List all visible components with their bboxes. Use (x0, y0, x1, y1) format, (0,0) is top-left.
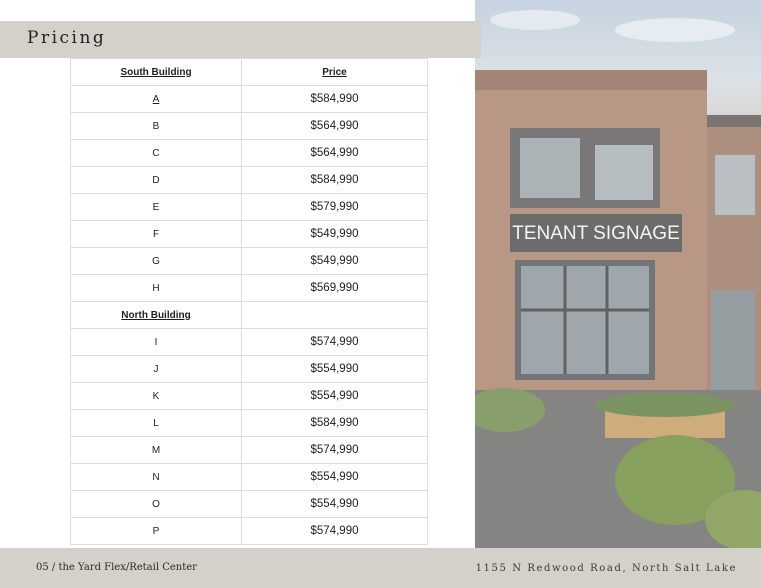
section-row-north-building (71, 302, 428, 329)
table-row (71, 437, 428, 464)
table-row (71, 248, 428, 275)
price-cell: $574,990 (242, 329, 428, 356)
price-cell: $584,990 (242, 410, 428, 437)
column-header-south-building: South Building (71, 59, 242, 86)
unit-cell: J (71, 356, 242, 383)
unit-cell: D (71, 167, 242, 194)
pricing-table (70, 58, 428, 545)
table-row (71, 491, 428, 518)
empty-cell (242, 302, 428, 329)
building-photo (475, 0, 761, 548)
unit-cell: C (71, 140, 242, 167)
unit-cell: G (71, 248, 242, 275)
footer-address: 1155 N Redwood Road, North Salt Lake (475, 563, 737, 574)
unit-cell: K (71, 383, 242, 410)
table-row (71, 410, 428, 437)
price-cell: $554,990 (242, 491, 428, 518)
table-row (71, 464, 428, 491)
table-row (71, 140, 428, 167)
price-cell: $574,990 (242, 437, 428, 464)
table-row (71, 86, 428, 113)
price-cell: $549,990 (242, 248, 428, 275)
table-row (71, 329, 428, 356)
unit-cell: B (71, 113, 242, 140)
unit-cell: E (71, 194, 242, 221)
table-row (71, 356, 428, 383)
north-building-label: North Building (71, 302, 242, 329)
unit-cell: F (71, 221, 242, 248)
unit-cell: L (71, 410, 242, 437)
unit-cell: A (71, 86, 242, 113)
price-cell: $554,990 (242, 383, 428, 410)
table-row (71, 275, 428, 302)
price-cell: $579,990 (242, 194, 428, 221)
price-cell: $564,990 (242, 113, 428, 140)
price-cell: $564,990 (242, 140, 428, 167)
unit-cell: P (71, 518, 242, 545)
unit-cell: H (71, 275, 242, 302)
signage-text: TENANT SIGNAGE (512, 223, 680, 244)
column-header-price: Price (242, 59, 428, 86)
price-cell: $584,990 (242, 167, 428, 194)
page-title: Pricing (27, 28, 107, 48)
unit-cell: I (71, 329, 242, 356)
footer-page-label: 05 / the Yard Flex/Retail Center (36, 562, 197, 573)
table-row (71, 221, 428, 248)
price-cell: $584,990 (242, 86, 428, 113)
footer-band (0, 548, 761, 588)
price-cell: $569,990 (242, 275, 428, 302)
table-row (71, 167, 428, 194)
unit-cell: O (71, 491, 242, 518)
price-cell: $574,990 (242, 518, 428, 545)
table-row (71, 113, 428, 140)
price-cell: $554,990 (242, 464, 428, 491)
table-row (71, 194, 428, 221)
table-row (71, 518, 428, 545)
price-cell: $549,990 (242, 221, 428, 248)
unit-cell: N (71, 464, 242, 491)
building-illustration (475, 0, 761, 548)
table-row (71, 383, 428, 410)
table-header-row (71, 59, 428, 86)
price-cell: $554,990 (242, 356, 428, 383)
unit-cell: M (71, 437, 242, 464)
